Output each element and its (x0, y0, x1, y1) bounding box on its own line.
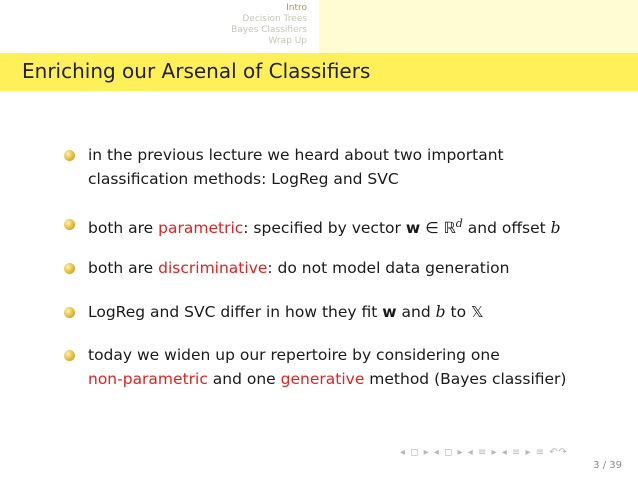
vector-w: w (405, 219, 421, 238)
nav-section-decision-trees[interactable]: Decision Trees (242, 14, 307, 24)
nav-section-intro[interactable]: Intro (286, 3, 307, 13)
highlight-non-parametric: non-parametric (88, 370, 208, 388)
text-segment: and one (207, 370, 281, 388)
text-segment: and (396, 303, 436, 321)
page-number: 3 / 39 (593, 460, 622, 471)
beamer-navigation-icons[interactable]: ◂ ◻ ▸ ◂ ◻ ▸ ◂ ≡ ▸ ◂ ≡ ▸ ≡ ↶↷ (400, 447, 568, 458)
offset-b: b (550, 219, 561, 238)
nav-section-wrap-up[interactable]: Wrap Up (268, 36, 307, 46)
vector-w: w (382, 303, 397, 321)
bullet-5-line-1: today we widen up our repertoire by considering one (88, 346, 500, 364)
offset-b: b (435, 303, 446, 321)
text-segment: both are (88, 219, 159, 238)
superscript-d: d (455, 217, 463, 230)
highlight-discriminative: discriminative (158, 259, 268, 277)
slide-title: Enriching our Arsenal of Classifiers (22, 59, 371, 83)
bullet-icon (64, 219, 75, 230)
bullet-icon (64, 150, 75, 161)
text-segment: both are (88, 259, 159, 277)
text-segment: LogReg and SVC differ in how they fit (88, 303, 383, 321)
bullet-text-2 (88, 212, 561, 240)
highlight-generative: generative (280, 370, 365, 388)
bullet-icon (64, 307, 75, 318)
bullet-icon (64, 350, 75, 361)
text-segment: to 𝕏 (445, 303, 484, 321)
bullet-text-5 (88, 343, 566, 391)
bullet-text-4 (88, 300, 483, 324)
text-segment: ∈ ℝ (420, 219, 456, 238)
text-segment: and offset (462, 219, 551, 238)
bullet-text-1 (88, 143, 504, 191)
bullet-1-line-1: in the previous lecture we heard about two important (88, 146, 504, 164)
text-segment: : do not model data generation (267, 259, 510, 277)
text-segment: method (Bayes classifier) (364, 370, 567, 388)
bullet-text-3 (88, 256, 509, 280)
nav-section-bayes-classifiers[interactable]: Bayes Classifiers (231, 25, 307, 35)
text-segment: : specified by vector (243, 219, 406, 238)
bullet-icon (64, 263, 75, 274)
highlight-parametric: parametric (158, 219, 244, 238)
bullet-1-line-2: classification methods: LogReg and SVC (88, 170, 399, 188)
